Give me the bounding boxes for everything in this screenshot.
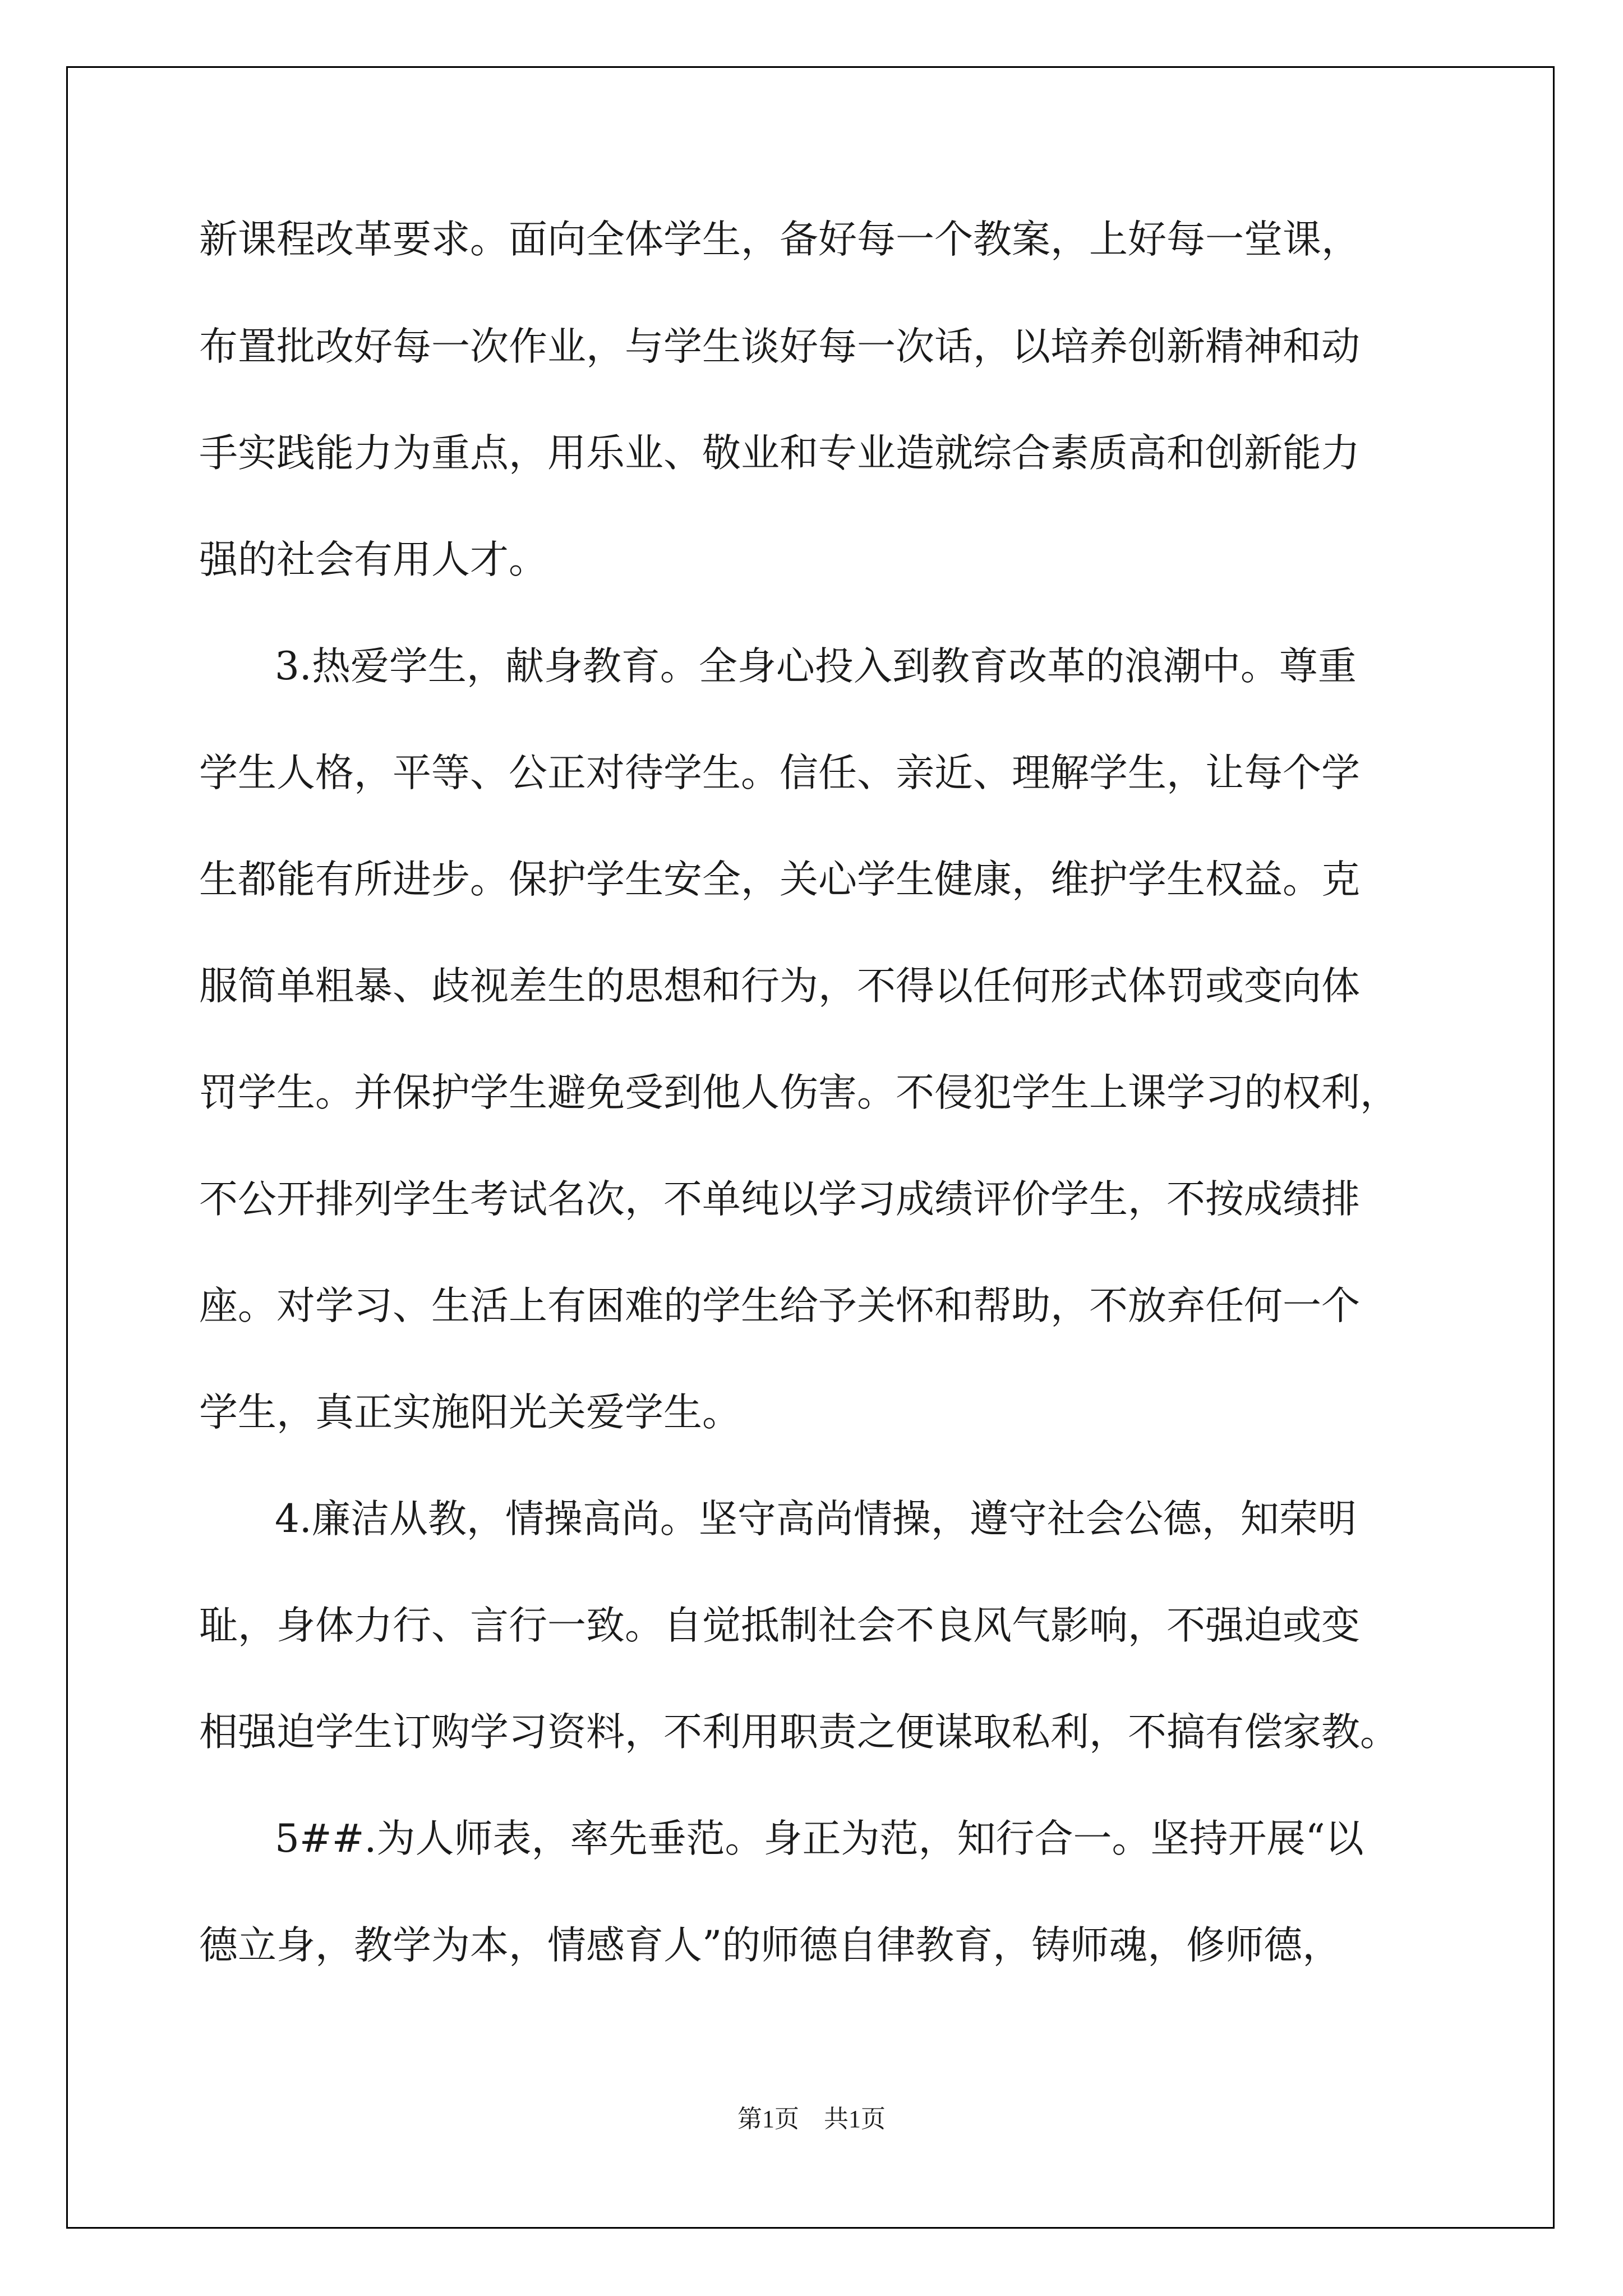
text-line: 新课程改革要求。面向全体学生，备好每一个教案，上好每一堂课， [199,217,1360,262]
text-line: 座。对学习、生活上有困难的学生给予关怀和帮助，不放弃任何一个 [199,1283,1360,1328]
text-line: 布置批改好每一次作业，与学生谈好每一次话，以培养创新精神和动 [199,324,1360,369]
paragraph-4-first-line: 4.廉洁从教，情操高尚。坚守高尚情操，遵守社会公德，知荣明 [275,1497,1357,1542]
text-line: 耻，身体力行、言行一致。自觉抵制社会不良风气影响，不强迫或变 [199,1603,1360,1648]
text-line: 相强迫学生订购学习资料，不利用职责之便谋取私利，不搞有偿家教。 [199,1710,1399,1755]
text-line: 服简单粗暴、歧视差生的思想和行为，不得以任何形式体罚或变向体 [199,964,1360,1009]
text-line: 生都能有所进步。保护学生安全，关心学生健康，维护学生权益。克 [199,857,1360,902]
paragraph-3-first-line: 3.热爱学生，献身教育。全身心投入到教育改革的浪潮中。尊重 [275,644,1357,689]
text-line: 罚学生。并保护学生避免受到他人伤害。不侵犯学生上课学习的权利， [199,1070,1399,1115]
page-border [66,66,1555,2229]
text-line: 不公开排列学生考试名次，不单纯以学习成绩评价学生，不按成绩排 [199,1177,1360,1222]
text-line: 手实践能力为重点，用乐业、敬业和专业造就综合素质高和创新能力 [199,431,1360,476]
text-line: 学生，真正实施阳光关爱学生。 [199,1390,741,1435]
text-line: 学生人格，平等、公正对待学生。信任、亲近、理解学生，让每个学 [199,751,1360,795]
paragraph-5-first-line: 5##.为人师表，率先垂范。身正为范，知行合一。坚持开展“以 [275,1816,1364,1861]
text-line: 强的社会有用人才。 [199,537,547,582]
text-line: 德立身，教学为本，情感育人”的师德自律教育，铸师魂，修师德， [199,1923,1341,1968]
page-footer: 第1页 共1页 [737,2105,886,2133]
